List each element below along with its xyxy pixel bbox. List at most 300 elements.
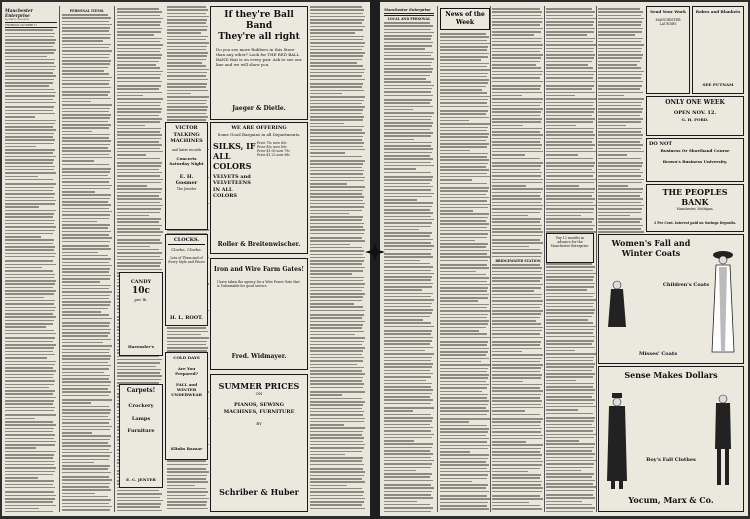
- text-line: [546, 424, 592, 426]
- text-line: [117, 169, 159, 171]
- text-line: [440, 474, 488, 476]
- text-line: [5, 414, 56, 416]
- text-line: [117, 228, 160, 230]
- text-line: [440, 317, 487, 319]
- text-line: [492, 323, 541, 325]
- text-line: [492, 235, 542, 237]
- text-line: [546, 228, 593, 230]
- text-line: [598, 221, 640, 223]
- text-line: [546, 504, 592, 506]
- text-line: [598, 188, 643, 190]
- text-line: [492, 95, 522, 97]
- text-line: [384, 186, 433, 188]
- text-line: [546, 270, 593, 272]
- text-line: [310, 229, 365, 231]
- text-line: [546, 373, 595, 375]
- text-line: [546, 208, 594, 210]
- text-line: [492, 327, 543, 329]
- text-line: [310, 451, 362, 453]
- text-line: [167, 69, 209, 71]
- text-line: [117, 262, 161, 264]
- text-line: [5, 357, 47, 359]
- text-line: [492, 8, 540, 10]
- text-line: [5, 403, 53, 405]
- text-line: [384, 360, 431, 362]
- text-line: [117, 28, 162, 30]
- text-line: [598, 162, 643, 164]
- text-line: [310, 123, 344, 125]
- text-line: [5, 471, 55, 473]
- text-line: [310, 6, 362, 8]
- text-line: [62, 252, 98, 254]
- text-line: [117, 249, 159, 251]
- text-line: [167, 79, 208, 81]
- text-line: [310, 364, 357, 366]
- text-line: [62, 445, 111, 447]
- text-line: [440, 330, 479, 332]
- text-line: [546, 34, 587, 36]
- sense-footer: Yocum, Marx & Co.: [628, 495, 714, 505]
- clocks-heading: CLOCKS.: [168, 237, 205, 245]
- text-line: [167, 331, 208, 333]
- text-line: [546, 138, 594, 140]
- text-line: [117, 490, 159, 492]
- left-col-6-text: [310, 6, 366, 509]
- text-line: [384, 99, 432, 101]
- text-line: [5, 344, 56, 346]
- text-line: [384, 222, 432, 224]
- ad-only-one-week: [646, 96, 744, 136]
- text-line: [62, 67, 108, 69]
- text-line: [62, 245, 109, 247]
- text-line: [546, 316, 592, 318]
- text-line: [5, 59, 55, 61]
- text-line: [62, 439, 110, 441]
- text-line: [5, 126, 53, 128]
- child-coat-figure-icon: [607, 279, 627, 329]
- text-line: [546, 165, 594, 167]
- text-line: [310, 65, 363, 67]
- text-line: [310, 263, 362, 265]
- text-line: [492, 125, 523, 127]
- text-line: [62, 224, 110, 226]
- text-line: [310, 280, 363, 282]
- text-line: [440, 92, 487, 94]
- text-line: [440, 73, 488, 75]
- text-line: [310, 387, 363, 389]
- text-line: [5, 347, 54, 349]
- text-line: [310, 431, 363, 433]
- text-line: [5, 72, 53, 74]
- text-line: [492, 128, 542, 130]
- text-line: [492, 394, 541, 396]
- text-line: [384, 209, 430, 211]
- text-line: [384, 376, 431, 378]
- text-line: [546, 340, 594, 342]
- text-line: [492, 231, 543, 233]
- text-line: [440, 86, 486, 88]
- text-line: [310, 32, 355, 34]
- text-line: [5, 116, 35, 118]
- text-line: [492, 138, 541, 140]
- text-line: [492, 267, 542, 269]
- text-line: [5, 49, 56, 51]
- ad-ball-band: [210, 6, 308, 120]
- text-line: [5, 434, 55, 436]
- text-line: [5, 393, 53, 395]
- text-line: [117, 102, 161, 104]
- text-line: [384, 389, 433, 391]
- man-overcoat-figure-icon: [605, 391, 629, 491]
- text-line: [62, 91, 110, 93]
- text-line: [310, 247, 362, 249]
- text-line: [546, 115, 592, 117]
- text-line: [310, 488, 362, 490]
- text-line: [440, 391, 482, 393]
- candy-unit: per lb.: [134, 296, 148, 302]
- text-line: [546, 175, 593, 177]
- text-line: [384, 453, 433, 455]
- text-line: [5, 239, 54, 241]
- text-line: [62, 476, 109, 478]
- text-line: [440, 59, 481, 61]
- pay-in-advance-text: Pay 12 months in advance for the Manchester Enterprise.: [550, 236, 590, 248]
- text-line: [546, 44, 596, 46]
- column-rule: [596, 6, 597, 512]
- childrens-coats-label: Children's Coats: [662, 282, 710, 288]
- silks-label: SILKS, IF ALL COLORS: [213, 140, 256, 171]
- text-line: [5, 256, 55, 258]
- see-putnam: SEE PUTNAM: [702, 82, 734, 87]
- text-line: [384, 189, 431, 191]
- text-line: [62, 188, 110, 190]
- text-line: [62, 57, 109, 59]
- text-line: [62, 234, 109, 236]
- text-line: [546, 357, 594, 359]
- text-line: [492, 102, 542, 104]
- text-line: [62, 391, 111, 393]
- text-line: [5, 283, 55, 285]
- text-line: [62, 227, 108, 229]
- text-line: [62, 181, 109, 183]
- text-line: [546, 64, 588, 66]
- send-work-title: Send Your Work: [650, 9, 686, 14]
- text-line: [384, 306, 431, 308]
- text-line: [5, 52, 54, 54]
- text-line: [310, 441, 363, 443]
- text-line: [440, 176, 490, 178]
- text-line: [5, 464, 54, 466]
- text-line: [310, 233, 364, 235]
- text-line: [5, 169, 54, 171]
- text-line: [62, 265, 112, 267]
- text-line: [598, 192, 642, 194]
- text-line: [492, 162, 543, 164]
- text-line: [440, 153, 488, 155]
- text-line: [384, 470, 416, 472]
- text-line: [5, 428, 54, 430]
- text-line: [440, 351, 488, 353]
- left-col-1-text: [5, 29, 57, 512]
- text-line: [440, 204, 490, 206]
- text-line: [440, 130, 487, 132]
- text-line: [440, 106, 489, 108]
- text-line: [310, 391, 365, 393]
- text-line: [492, 307, 540, 309]
- text-line: [5, 120, 56, 122]
- text-line: [62, 298, 109, 300]
- text-line: [310, 257, 365, 259]
- left-col-2-text: [62, 14, 112, 512]
- text-line: [310, 300, 362, 302]
- text-line: [598, 38, 643, 40]
- left-page: [2, 2, 370, 516]
- text-line: [492, 313, 541, 315]
- text-line: [440, 441, 487, 443]
- text-line: [440, 400, 489, 402]
- text-line: [62, 465, 110, 467]
- text-line: [5, 418, 35, 420]
- text-line: [546, 447, 594, 449]
- text-line: [5, 277, 54, 279]
- text-line: [167, 62, 202, 64]
- text-line: [546, 434, 596, 436]
- text-line: [546, 41, 593, 43]
- text-line: [310, 113, 362, 115]
- text-line: [384, 260, 420, 262]
- text-line: [492, 390, 543, 392]
- text-line: [62, 37, 110, 39]
- text-line: [492, 195, 540, 197]
- text-line: [310, 370, 362, 372]
- text-line: [440, 320, 489, 322]
- text-line: [598, 212, 641, 214]
- text-line: [62, 108, 110, 110]
- text-line: [440, 495, 487, 497]
- text-line: [492, 264, 540, 266]
- text-line: [310, 19, 364, 21]
- text-line: [5, 172, 56, 174]
- text-line: [492, 64, 536, 66]
- text-line: [5, 330, 54, 332]
- text-line: [62, 34, 111, 36]
- robes-title: Robes and Blankets: [695, 9, 741, 14]
- text-line: [384, 256, 433, 258]
- text-line: [598, 134, 643, 136]
- text-line: [5, 39, 56, 41]
- ad-candy: [119, 272, 163, 356]
- text-line: [440, 498, 490, 500]
- text-line: [384, 276, 432, 278]
- text-line: [117, 265, 160, 267]
- text-line: [310, 337, 365, 339]
- ad-robes-blankets: [692, 6, 744, 94]
- text-line: [5, 491, 54, 493]
- text-line: [440, 220, 486, 222]
- text-line: [492, 477, 540, 479]
- text-line: [440, 243, 488, 245]
- velvets-label: VELVETS and VELVETEENS IN ALL COLORS: [213, 173, 251, 199]
- text-line: [117, 215, 149, 217]
- text-line: [5, 297, 44, 299]
- text-line: [440, 368, 488, 370]
- text-line: [62, 94, 108, 96]
- text-line: [546, 366, 594, 368]
- text-line: [492, 438, 542, 440]
- text-line: [546, 188, 595, 190]
- text-line: [62, 124, 111, 126]
- text-line: [310, 478, 362, 480]
- text-line: [117, 175, 160, 177]
- text-line: [117, 205, 163, 207]
- text-line: [492, 212, 540, 214]
- text-line: [117, 57, 161, 59]
- text-line: [384, 437, 432, 439]
- text-line: [492, 481, 542, 483]
- text-line: [117, 242, 162, 244]
- text-line: [5, 46, 53, 48]
- text-line: [492, 348, 542, 350]
- text-line: [492, 15, 541, 17]
- text-line: [492, 134, 543, 136]
- text-line: [310, 206, 364, 208]
- text-line: [5, 197, 54, 199]
- text-line: [310, 200, 363, 202]
- text-line: [117, 74, 161, 76]
- text-line: [440, 260, 488, 262]
- text-line: [598, 128, 642, 130]
- text-line: [492, 44, 543, 46]
- text-line: [440, 407, 486, 409]
- text-line: [384, 106, 433, 108]
- text-line: [5, 467, 56, 469]
- text-line: [384, 494, 431, 496]
- text-line: [310, 273, 352, 275]
- text-line: [5, 487, 55, 489]
- text-line: [546, 77, 593, 79]
- text-line: [167, 460, 206, 462]
- text-line: [62, 134, 110, 136]
- text-line: [62, 150, 111, 152]
- text-line: [310, 260, 364, 262]
- text-line: [546, 393, 594, 395]
- text-line: [546, 396, 592, 398]
- text-line: [384, 88, 432, 90]
- text-line: [62, 101, 91, 103]
- text-line: [310, 267, 365, 269]
- text-line: [62, 14, 108, 16]
- text-line: [310, 216, 363, 218]
- text-line: [384, 91, 431, 93]
- text-line: [117, 510, 162, 512]
- text-line: [62, 352, 109, 354]
- text-line: [384, 403, 431, 405]
- text-line: [440, 344, 487, 346]
- text-line: [62, 499, 111, 501]
- text-line: [440, 79, 489, 81]
- text-line: [384, 319, 423, 321]
- text-line: [546, 273, 596, 275]
- news-of-the-week-box: [440, 8, 490, 30]
- text-line: [384, 212, 433, 214]
- text-line: [546, 483, 593, 485]
- text-line: [310, 90, 364, 92]
- text-line: [546, 494, 593, 496]
- text-line: [310, 83, 363, 85]
- right-masthead: Manchester Enterprise: [384, 8, 431, 12]
- text-line: [62, 472, 111, 474]
- text-line: [5, 56, 47, 58]
- clocks-line: Clocks, Clocks.: [171, 246, 202, 252]
- text-line: [546, 497, 595, 499]
- text-line: [310, 149, 365, 151]
- text-line: [546, 111, 594, 113]
- text-line: [5, 190, 53, 192]
- text-line: [117, 144, 162, 146]
- text-line: [492, 508, 542, 510]
- text-line: [384, 165, 434, 167]
- text-line: [440, 348, 489, 350]
- text-line: [62, 455, 110, 457]
- text-line: [167, 113, 206, 115]
- local-personal-heading: LOCAL AND PERSONAL: [387, 17, 431, 21]
- text-line: [62, 325, 109, 327]
- text-line: [5, 139, 55, 141]
- peoples-bank-subtitle: Manchester, Michigan.: [676, 207, 714, 211]
- text-line: [440, 310, 490, 312]
- text-line: [310, 42, 365, 44]
- personal-items-heading: PERSONAL ITEMS.: [69, 9, 105, 13]
- text-line: [167, 59, 206, 61]
- text-line: [598, 21, 642, 23]
- text-line: [5, 183, 56, 185]
- victor-footer: E. H. Gosmer: [175, 173, 198, 186]
- text-line: [440, 102, 487, 104]
- text-line: [546, 343, 592, 345]
- text-line: [5, 351, 53, 353]
- text-line: [440, 377, 488, 379]
- text-line: [310, 447, 364, 449]
- text-line: [384, 75, 430, 77]
- column-rule: [59, 6, 60, 512]
- text-line: [440, 381, 486, 383]
- text-line: [117, 85, 161, 87]
- text-line: [598, 185, 628, 187]
- text-line: [310, 327, 362, 329]
- text-line: [492, 407, 543, 409]
- text-line: [310, 495, 363, 497]
- text-line: [5, 397, 56, 399]
- text-line: [546, 212, 593, 214]
- text-line: [310, 129, 362, 131]
- text-line: [5, 400, 54, 402]
- text-line: [440, 117, 489, 119]
- text-line: [62, 80, 110, 82]
- text-line: [440, 187, 489, 189]
- text-line: [5, 33, 55, 35]
- do-not-footer: Brown's Business University.: [662, 158, 728, 164]
- text-line: [598, 225, 643, 227]
- text-line: [492, 502, 529, 504]
- text-line: [440, 120, 469, 122]
- text-line: [546, 507, 595, 509]
- text-line: [492, 387, 540, 389]
- text-line: [62, 506, 112, 508]
- text-line: [440, 410, 489, 412]
- text-line: [598, 165, 642, 167]
- text-line: [5, 42, 55, 44]
- text-line: [598, 115, 640, 117]
